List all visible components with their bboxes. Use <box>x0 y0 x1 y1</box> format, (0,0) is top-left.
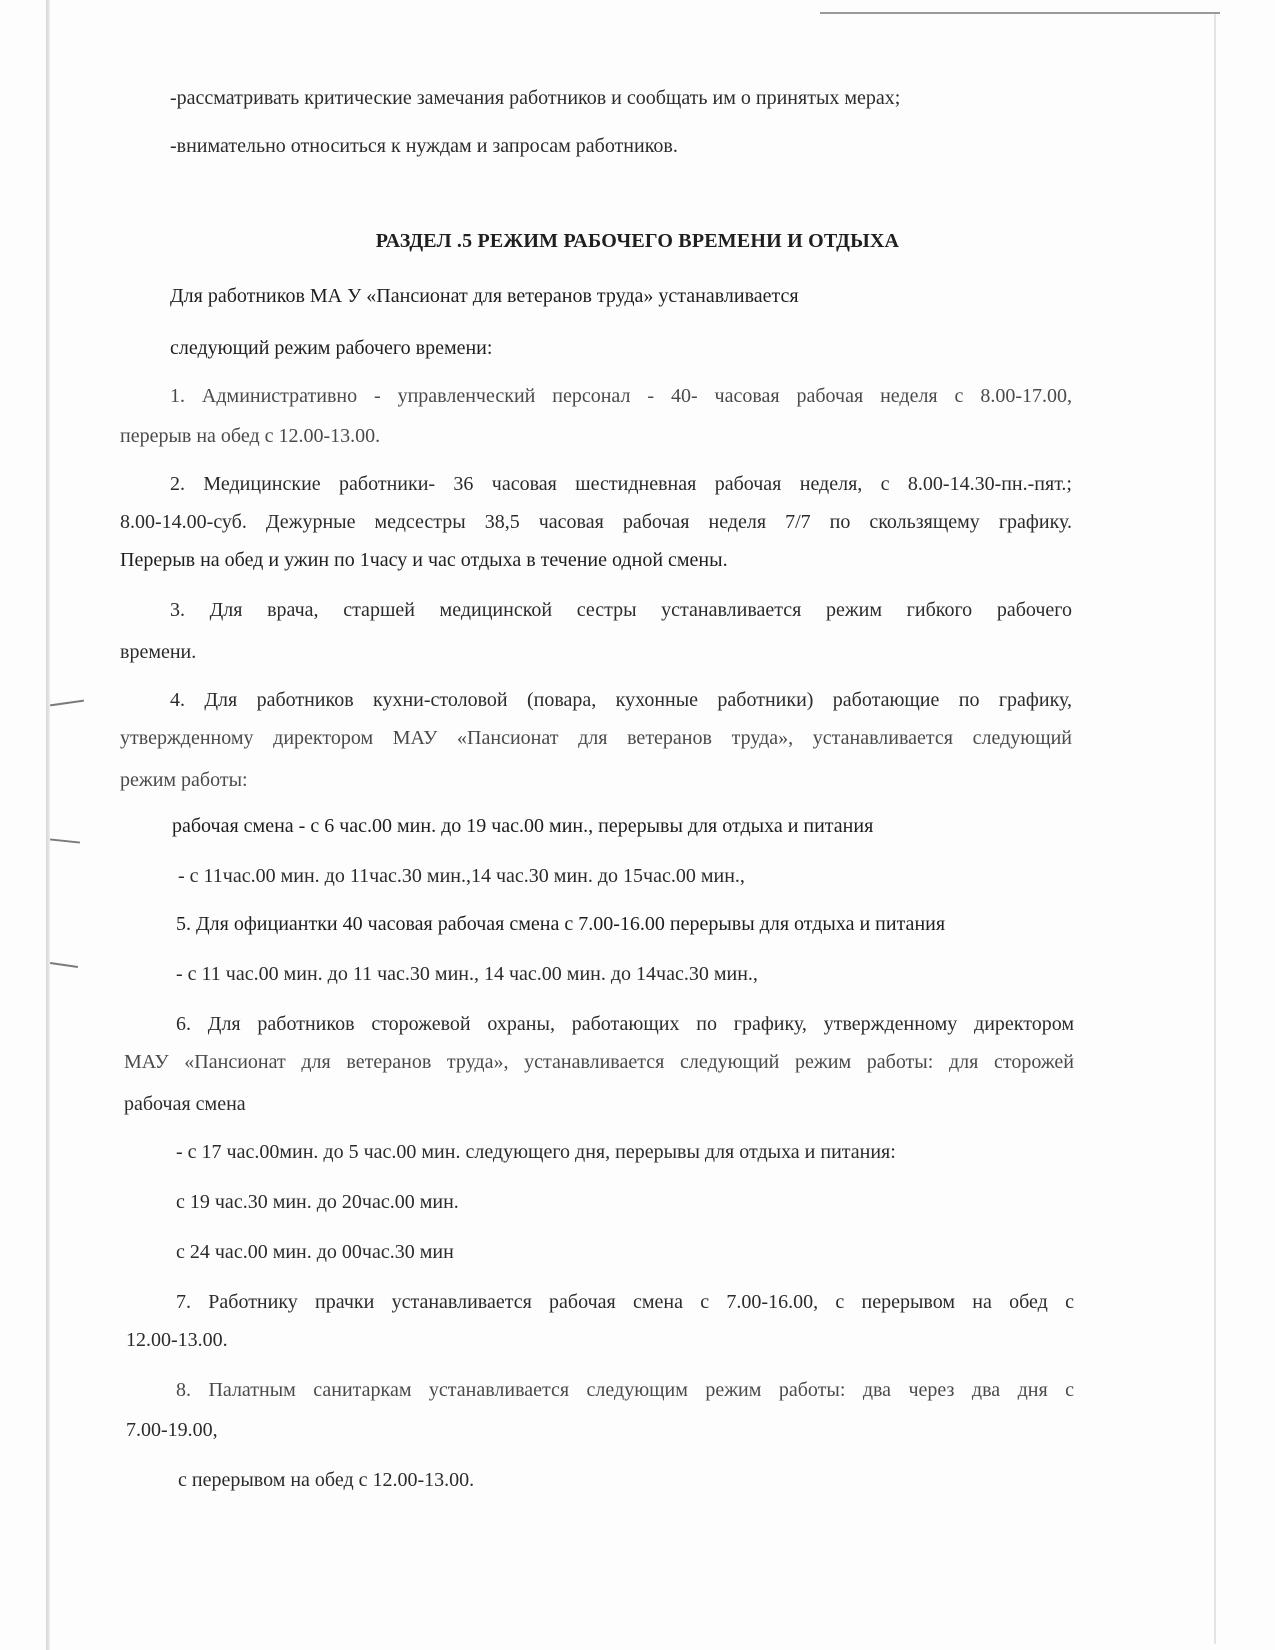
binder-mark <box>50 838 80 843</box>
item-2-line: 8.00-14.00-суб. Дежурные медсестры 38,5 часовая рабочая неделя 7/7 по скользящему графику. <box>120 511 1072 533</box>
item-8-line: 7.00-19.00, <box>126 1419 218 1441</box>
item-1-line: перерыв на обед с 12.00-13.00. <box>120 425 381 447</box>
item-6-shift: - с 17 час.00мин. до 5 час.00 мин. следующего дня, перерывы для отдыха и питания: <box>176 1141 896 1163</box>
preamble-line: следующий режим рабочего времени: <box>170 337 493 359</box>
item-5-breaks: - с 11 час.00 мин. до 11 час.30 мин., 14 час.00 мин. до 14час.30 мин., <box>176 963 758 985</box>
item-2-line: 2. Медицинские работники- 36 часовая шестидневная рабочая неделя, с 8.00-14.30-пн.-пят.; <box>170 473 1072 495</box>
item-6-line: рабочая смена <box>124 1093 246 1115</box>
item-6-break: с 24 час.00 мин. до 00час.30 мин <box>176 1241 454 1263</box>
item-8-line: 8. Палатным санитаркам устанавливается следующим режим работы: два через два дня с <box>176 1379 1074 1401</box>
item-6-break: с 19 час.30 мин. до 20час.00 мин. <box>176 1191 459 1213</box>
item-2-line: Перерыв на обед и ужин по 1часу и час отдыха в течение одной смены. <box>120 549 728 571</box>
binder-mark <box>50 962 78 968</box>
item-7-line: 12.00-13.00. <box>126 1329 228 1351</box>
item-3-line: времени. <box>120 641 197 663</box>
item-3-line: 3. Для врача, старшей медицинской сестры устанавливается режим гибкого рабочего <box>170 599 1072 621</box>
binder-mark <box>50 700 84 707</box>
item-1-line: 1. Административно - управленческий персонал - 40- часовая рабочая неделя с 8.00-17.00, <box>170 385 1072 407</box>
item-6-line: МАУ «Пансионат для ветеранов труда», устанавливается следующий режим работы: для сторожей <box>124 1051 1074 1073</box>
item-7-line: 7. Работнику прачки устанавливается рабочая смена с 7.00-16.00, с перерывом на обед с <box>176 1291 1074 1313</box>
scan-edge-right <box>1214 14 1216 1644</box>
section-title: РАЗДЕЛ .5 РЕЖИМ РАБОЧЕГО ВРЕМЕНИ И ОТДЫХА <box>375 230 900 252</box>
item-8-line: с перерывом на обед с 12.00-13.00. <box>178 1469 475 1491</box>
preamble-line: Для работников МА У «Пансионат для ветеранов труда» устанавливается <box>170 285 799 307</box>
item-4-line: режим работы: <box>120 769 248 791</box>
intro-line: -рассматривать критические замечания работников и сообщать им о принятых мерах; <box>170 87 901 109</box>
scan-edge-top <box>820 12 1220 14</box>
item-4-line: 4. Для работников кухни-столовой (повара, кухонные работники) работающие по графику, <box>170 689 1072 711</box>
item-4-shift: рабочая смена - с 6 час.00 мин. до 19 час.00 мин., перерывы для отдыха и питания <box>172 815 874 837</box>
item-6-line: 6. Для работников сторожевой охраны, работающих по графику, утвержденному директором <box>176 1013 1074 1035</box>
intro-line: -внимательно относиться к нуждам и запросам работников. <box>170 135 678 157</box>
item-4-line: утвержденному директором МАУ «Пансионат для ветеранов труда», устанавливается следующий <box>120 727 1072 749</box>
item-4-breaks: - с 11час.00 мин. до 11час.30 мин.,14 час.30 мин. до 15час.00 мин., <box>178 865 745 887</box>
item-5-line: 5. Для официантки 40 часовая рабочая смена с 7.00-16.00 перерывы для отдыха и питания <box>176 913 946 935</box>
